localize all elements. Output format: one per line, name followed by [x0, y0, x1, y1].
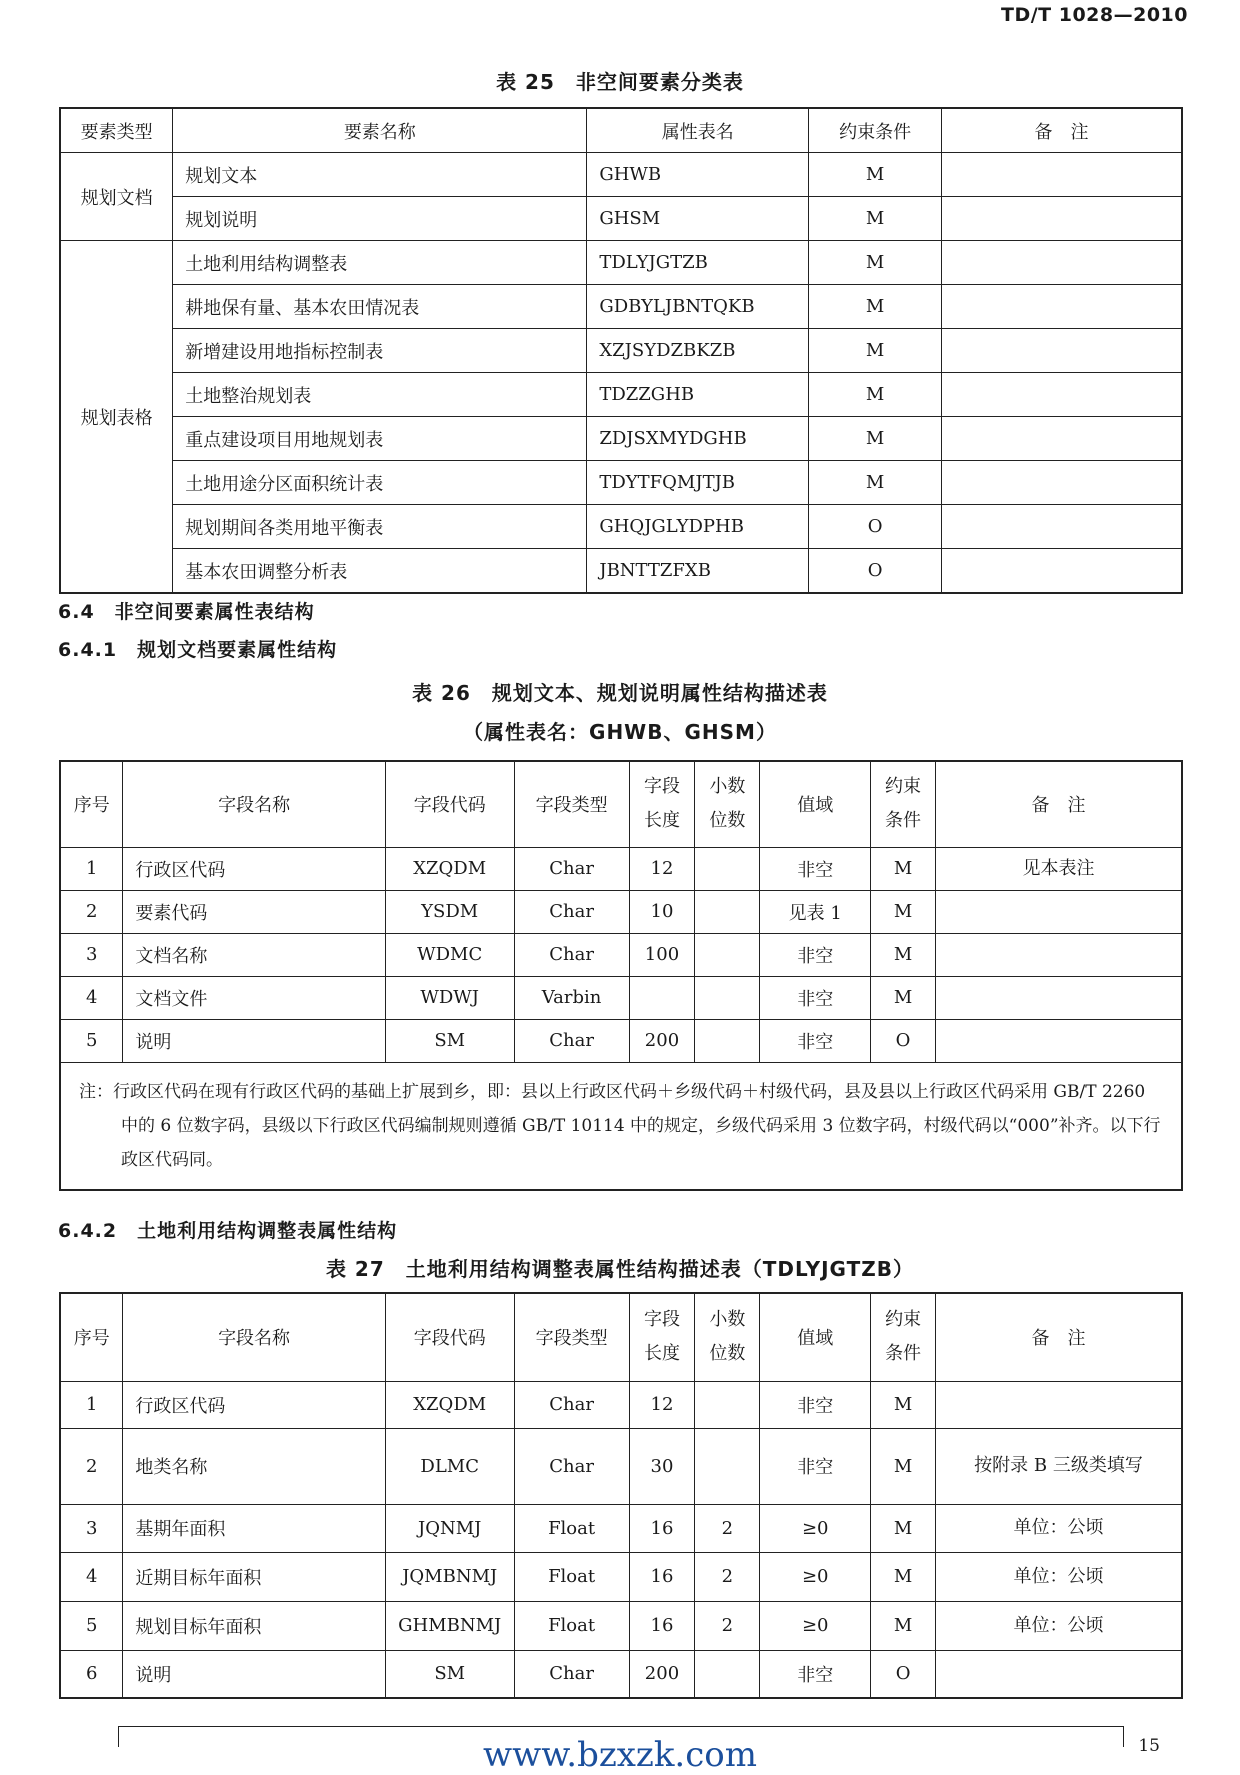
constraint-cell: O	[809, 505, 942, 549]
field-type-cell: Char	[514, 890, 629, 933]
field-length-cell: 30	[629, 1428, 695, 1504]
note-cell: 单位：公顷	[936, 1552, 1182, 1601]
table-row	[60, 153, 1182, 197]
field-name-cell: 规划目标年面积	[123, 1601, 385, 1650]
field-name-cell: 文档名称	[123, 933, 385, 976]
attribute-table-cell: TDYTFQMJTJB	[587, 461, 809, 505]
table-row	[60, 1381, 1182, 1428]
note-cell: 单位：公顷	[936, 1504, 1182, 1552]
field-length-cell	[629, 976, 695, 1019]
note-cell	[941, 505, 1182, 549]
constraint-cell: M	[871, 1504, 936, 1552]
field-length-cell: 100	[629, 933, 695, 976]
constraint-cell: M	[871, 976, 936, 1019]
table27-header-row	[60, 1293, 1182, 1381]
attribute-table-cell: GHQJGLYDPHB	[587, 505, 809, 549]
field-name-cell: 行政区代码	[123, 847, 385, 890]
attribute-table-cell: GHSM	[587, 197, 809, 241]
element-name-cell: 新增建设用地指标控制表	[173, 329, 587, 373]
note-cell	[941, 549, 1182, 594]
table26-note	[60, 1062, 1182, 1190]
page-number: 15	[1138, 1736, 1160, 1756]
constraint-cell: M	[871, 933, 936, 976]
footer-url[interactable]: www.bzxzk.com	[482, 1735, 757, 1775]
col-header-field-code: 字段代码	[385, 1293, 514, 1381]
table-row	[60, 329, 1182, 373]
row-number-cell: 2	[60, 890, 123, 933]
attribute-table-cell: JBNTTZFXB	[587, 549, 809, 594]
table-row	[60, 1428, 1182, 1504]
field-length-cell: 200	[629, 1019, 695, 1062]
decimal-places-cell	[695, 1650, 760, 1698]
note-cell	[936, 976, 1183, 1019]
value-domain-cell: ≥0	[760, 1601, 871, 1650]
table25-col-header: 备 注	[941, 108, 1182, 153]
field-type-cell: Char	[514, 1019, 629, 1062]
section-6-4-1: 6.4.1 规划文档要素属性结构	[58, 639, 338, 661]
row-number-cell: 5	[60, 1019, 123, 1062]
note-label: 注：	[79, 1081, 113, 1102]
decimal-places-cell	[695, 1428, 760, 1504]
element-name-cell: 基本农田调整分析表	[173, 549, 587, 594]
decimal-places-cell: 2	[695, 1552, 760, 1601]
table-row	[60, 1601, 1182, 1650]
decimal-places-cell	[695, 976, 760, 1019]
col-header-length-2: 长度	[643, 810, 680, 832]
field-name-cell: 文档文件	[123, 976, 385, 1019]
element-name-cell: 规划期间各类用地平衡表	[173, 505, 587, 549]
value-domain-cell: 见表 1	[760, 890, 871, 933]
field-length-cell: 10	[629, 890, 695, 933]
col-header-no: 序号	[60, 1293, 123, 1381]
col-header-note: 备 注	[936, 1293, 1182, 1381]
decimal-places-cell	[695, 933, 760, 976]
constraint-cell: M	[809, 373, 942, 417]
attribute-table-cell: GHWB	[587, 153, 809, 197]
table-row	[60, 549, 1182, 594]
element-name-cell: 规划说明	[173, 197, 587, 241]
note-cell	[936, 1019, 1183, 1062]
col-header-constraint	[871, 761, 936, 847]
table-row	[60, 933, 1182, 976]
col-header-constraint-2: 条件	[885, 810, 922, 832]
value-domain-cell: 非空	[760, 1650, 871, 1698]
row-number-cell: 1	[60, 1381, 123, 1428]
field-type-cell: Varbin	[514, 976, 629, 1019]
col-header-domain: 值域	[760, 1293, 871, 1381]
field-type-cell: Char	[514, 933, 629, 976]
note-cell	[941, 417, 1182, 461]
table27	[59, 1292, 1183, 1699]
constraint-cell: M	[809, 153, 942, 197]
col-header-decimal	[695, 1293, 760, 1381]
value-domain-cell: 非空	[760, 1428, 871, 1504]
constraint-cell: M	[809, 285, 942, 329]
table-row	[60, 373, 1182, 417]
value-domain-cell: ≥0	[760, 1504, 871, 1552]
constraint-cell: M	[871, 1381, 936, 1428]
value-domain-cell: 非空	[760, 1019, 871, 1062]
constraint-cell: M	[809, 461, 942, 505]
note-cell	[941, 241, 1182, 285]
note-cell: 见本表注	[936, 847, 1183, 890]
field-type-cell: Char	[514, 1650, 629, 1698]
field-code-cell: XZQDM	[385, 1381, 514, 1428]
field-code-cell: SM	[385, 1650, 514, 1698]
note-cell	[941, 373, 1182, 417]
attribute-table-cell: TDLYJGTZB	[587, 241, 809, 285]
table25-col-header: 约束条件	[809, 108, 942, 153]
attribute-table-cell: TDZZGHB	[587, 373, 809, 417]
element-name-cell: 土地利用结构调整表	[173, 241, 587, 285]
table-row	[60, 197, 1182, 241]
constraint-cell: M	[871, 1601, 936, 1650]
element-type-cell: 规划文档	[60, 153, 173, 241]
section-6-4-2: 6.4.2 土地利用结构调整表属性结构	[58, 1220, 398, 1242]
attribute-table-cell: ZDJSXMYDGHB	[587, 417, 809, 461]
element-name-cell: 土地整治规划表	[173, 373, 587, 417]
table25	[59, 107, 1183, 594]
value-domain-cell: 非空	[760, 976, 871, 1019]
col-header-constraint-1: 约束	[885, 1309, 922, 1331]
constraint-cell: M	[809, 241, 942, 285]
field-type-cell: Char	[514, 847, 629, 890]
table26-header-row	[60, 761, 1182, 847]
col-header-decimal-1: 小数	[709, 1309, 746, 1331]
decimal-places-cell	[695, 847, 760, 890]
row-number-cell: 1	[60, 847, 123, 890]
field-type-cell: Char	[514, 1381, 629, 1428]
field-name-cell: 近期目标年面积	[123, 1552, 385, 1601]
table25-caption: 表 25 非空间要素分类表	[496, 70, 744, 94]
col-header-decimal-1: 小数	[709, 776, 746, 798]
value-domain-cell: 非空	[760, 933, 871, 976]
col-header-field-code: 字段代码	[385, 761, 514, 847]
col-header-field-type: 字段类型	[514, 761, 629, 847]
table25-col-header: 要素名称	[173, 108, 587, 153]
col-header-field-type: 字段类型	[514, 1293, 629, 1381]
table-row	[60, 847, 1182, 890]
table25-col-header: 要素类型	[60, 108, 173, 153]
field-length-cell: 16	[629, 1552, 695, 1601]
col-header-length	[629, 1293, 695, 1381]
col-header-constraint-1: 约束	[885, 776, 922, 798]
constraint-cell: M	[871, 847, 936, 890]
col-header-decimal	[695, 761, 760, 847]
value-domain-cell: ≥0	[760, 1552, 871, 1601]
col-header-field-name: 字段名称	[123, 1293, 385, 1381]
table25-header-row	[60, 108, 1182, 153]
element-name-cell: 耕地保有量、基本农田情况表	[173, 285, 587, 329]
attribute-table-cell: GDBYLJBNTQKB	[587, 285, 809, 329]
row-number-cell: 3	[60, 1504, 123, 1552]
attribute-table-cell: XZJSYDZBKZB	[587, 329, 809, 373]
table-row	[60, 241, 1182, 285]
field-code-cell: JQMBNMJ	[385, 1552, 514, 1601]
constraint-cell: O	[809, 549, 942, 594]
standard-code: TD/T 1028—2010	[1000, 4, 1188, 26]
row-number-cell: 5	[60, 1601, 123, 1650]
table-row	[60, 1504, 1182, 1552]
note-text: 行政区代码在现有行政区代码的基础上扩展到乡，即：县以上行政区代码＋乡级代码＋村级代码，县及县以上行政区代码采用 GB/T 2260 中的 6 位数字码，县级以下行政区代码编制规则遵循 GB/T 10114 中的规定，乡级代码采用 3 位数字码，村级代码以“000”补齐。以下行政区代码同。	[113, 1081, 1161, 1170]
row-number-cell: 4	[60, 976, 123, 1019]
constraint-cell: M	[871, 1552, 936, 1601]
field-type-cell: Float	[514, 1504, 629, 1552]
decimal-places-cell	[695, 890, 760, 933]
table26-subcaption: （属性表名：GHWB、GHSM）	[463, 720, 777, 744]
col-header-decimal-2: 位数	[709, 1343, 746, 1365]
decimal-places-cell	[695, 1381, 760, 1428]
constraint-cell: M	[809, 417, 942, 461]
field-name-cell: 要素代码	[123, 890, 385, 933]
row-number-cell: 4	[60, 1552, 123, 1601]
table-row	[60, 1019, 1182, 1062]
field-name-cell: 地类名称	[123, 1428, 385, 1504]
table25-col-header: 属性表名	[587, 108, 809, 153]
constraint-cell: M	[871, 890, 936, 933]
table-row	[60, 976, 1182, 1019]
table26-body	[60, 847, 1182, 1062]
field-name-cell: 行政区代码	[123, 1381, 385, 1428]
constraint-cell: M	[809, 197, 942, 241]
field-length-cell: 12	[629, 1381, 695, 1428]
row-number-cell: 2	[60, 1428, 123, 1504]
col-header-length-2: 长度	[643, 1343, 680, 1365]
note-cell: 单位：公顷	[936, 1601, 1182, 1650]
field-code-cell: JQNMJ	[385, 1504, 514, 1552]
field-type-cell: Char	[514, 1428, 629, 1504]
col-header-length	[629, 761, 695, 847]
field-code-cell: GHMBNMJ	[385, 1601, 514, 1650]
note-cell	[941, 153, 1182, 197]
col-header-decimal-2: 位数	[709, 810, 746, 832]
table25-body	[60, 153, 1182, 594]
col-header-constraint	[871, 1293, 936, 1381]
field-code-cell: WDMC	[385, 933, 514, 976]
table-row	[60, 417, 1182, 461]
col-header-length-1: 字段	[643, 1309, 680, 1331]
note-cell	[941, 329, 1182, 373]
value-domain-cell: 非空	[760, 847, 871, 890]
element-type-cell: 规划表格	[60, 241, 173, 594]
row-number-cell: 6	[60, 1650, 123, 1698]
col-header-no: 序号	[60, 761, 123, 847]
note-cell	[936, 933, 1183, 976]
field-length-cell: 200	[629, 1650, 695, 1698]
constraint-cell: O	[871, 1650, 936, 1698]
field-name-cell: 说明	[123, 1019, 385, 1062]
decimal-places-cell: 2	[695, 1601, 760, 1650]
field-name-cell: 说明	[123, 1650, 385, 1698]
note-cell	[936, 890, 1183, 933]
table-row	[60, 890, 1182, 933]
col-header-field-name: 字段名称	[123, 761, 385, 847]
table27-body	[60, 1381, 1182, 1698]
field-length-cell: 16	[629, 1601, 695, 1650]
decimal-places-cell: 2	[695, 1504, 760, 1552]
field-type-cell: Float	[514, 1552, 629, 1601]
table26-note-row	[60, 1062, 1182, 1190]
decimal-places-cell	[695, 1019, 760, 1062]
table-row	[60, 461, 1182, 505]
col-header-note: 备 注	[936, 761, 1183, 847]
note-cell	[936, 1650, 1182, 1698]
constraint-cell: M	[871, 1428, 936, 1504]
field-code-cell: SM	[385, 1019, 514, 1062]
field-length-cell: 16	[629, 1504, 695, 1552]
table-row	[60, 285, 1182, 329]
table-row	[60, 505, 1182, 549]
row-number-cell: 3	[60, 933, 123, 976]
table-row	[60, 1552, 1182, 1601]
table26	[59, 760, 1183, 1191]
field-name-cell: 基期年面积	[123, 1504, 385, 1552]
constraint-cell: M	[809, 329, 942, 373]
constraint-cell: O	[871, 1019, 936, 1062]
field-length-cell: 12	[629, 847, 695, 890]
field-code-cell: DLMC	[385, 1428, 514, 1504]
table26-caption: 表 26 规划文本、规划说明属性结构描述表	[412, 681, 828, 705]
field-type-cell: Float	[514, 1601, 629, 1650]
note-cell: 按附录 B 三级类填写	[936, 1428, 1182, 1504]
element-name-cell: 土地用途分区面积统计表	[173, 461, 587, 505]
table27-caption: 表 27 土地利用结构调整表属性结构描述表（TDLYJGTZB）	[325, 1257, 915, 1281]
col-header-constraint-2: 条件	[885, 1343, 922, 1365]
value-domain-cell: 非空	[760, 1381, 871, 1428]
field-code-cell: XZQDM	[385, 847, 514, 890]
field-code-cell: WDWJ	[385, 976, 514, 1019]
table-row	[60, 1650, 1182, 1698]
col-header-domain: 值域	[760, 761, 871, 847]
element-name-cell: 规划文本	[173, 153, 587, 197]
section-6-4: 6.4 非空间要素属性表结构	[58, 601, 315, 623]
note-cell	[941, 197, 1182, 241]
note-cell	[936, 1381, 1182, 1428]
field-code-cell: YSDM	[385, 890, 514, 933]
element-name-cell: 重点建设项目用地规划表	[173, 417, 587, 461]
note-cell	[941, 461, 1182, 505]
note-cell	[941, 285, 1182, 329]
col-header-length-1: 字段	[643, 776, 680, 798]
